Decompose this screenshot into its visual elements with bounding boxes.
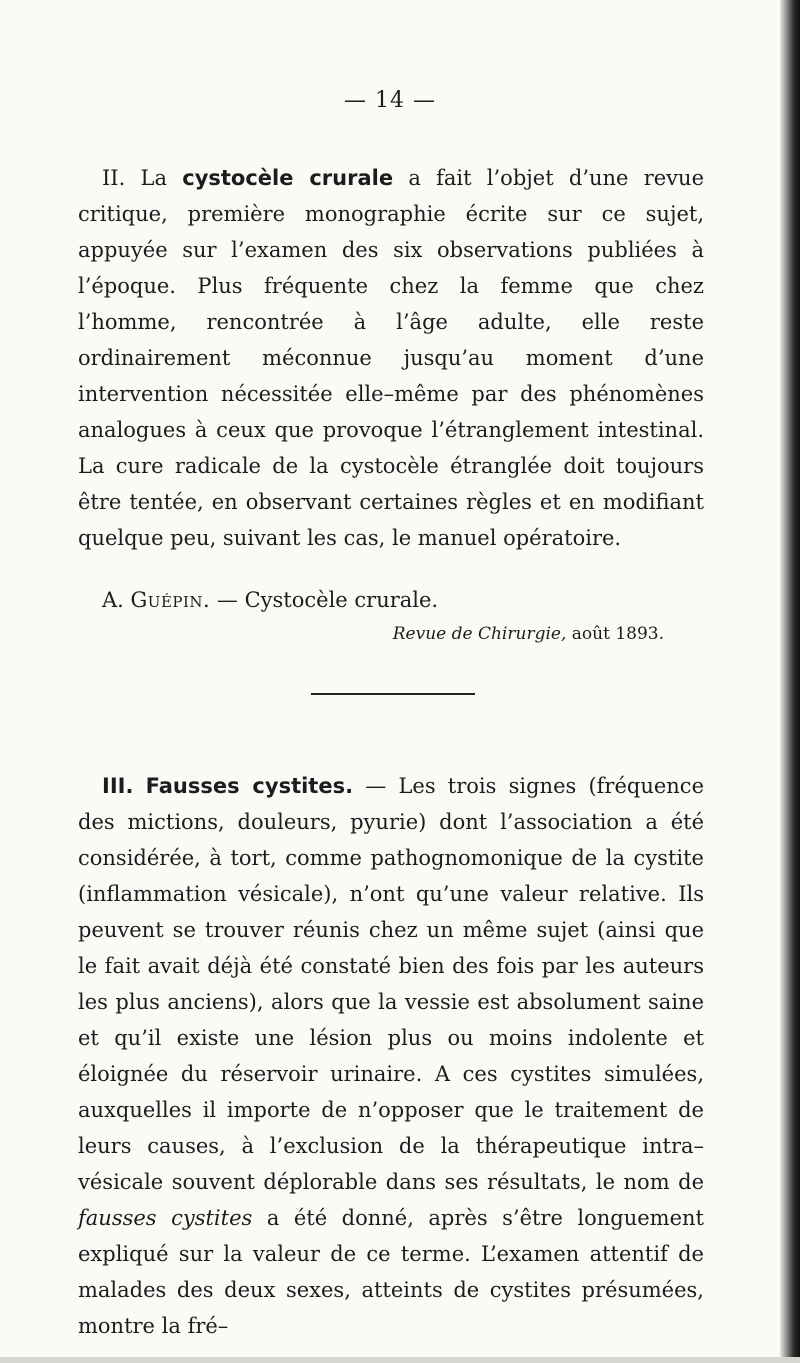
reference-initial: A. [102, 588, 124, 612]
reference-source [0, 624, 664, 644]
reference-author: Guépin. [130, 588, 211, 612]
section-ii-number: II. [102, 166, 126, 190]
section-iii-italic-term: fausses cystites [78, 1206, 253, 1230]
section-iii-body-start: — Les trois signes (fréquence des mictions, douleurs, pyurie) dont l’association a été considérée, à tort, comme pathognomonique de la cystite (inflammation vésicale), n’ont qu’une valeur relative. Ils peuvent se trouver réunis chez un même sujet (ainsi que le fait avait déjà été constaté bien des fois par les auteurs les plus anciens), alors que la vessie est absolument saine et qu’il existe une lésion plus ou moins indolente et éloignée du réservoir urinaire. A ces cystites simulées, auxquelles il importe de n’opposer que le traitement de leurs causes, à l’exclusion de la thérapeutique intra–vésicale souvent déplorable dans ses résultats, le nom de [78, 774, 704, 1194]
section-iii-number: III. [102, 774, 134, 798]
reference-date: août 1893. [571, 624, 664, 644]
page-bottom-edge [0, 1357, 800, 1363]
section-iii-paragraph [78, 768, 704, 1344]
section-ii-lead-in: La [140, 166, 167, 190]
page-number: — 14 — [344, 88, 436, 113]
section-iii-title: Fausses cystites. [145, 774, 354, 798]
section-divider [311, 693, 475, 695]
section-ii-title: cystocèle crurale [182, 166, 394, 190]
reference-dash: — [216, 588, 238, 612]
section-ii-paragraph [78, 160, 704, 556]
reference-title: Cystocèle crurale. [244, 588, 439, 612]
reference-journal: Revue de Chirurgie, [392, 624, 567, 644]
bibliographic-reference [102, 588, 438, 612]
section-ii-body: a fait l’objet d’une revue critique, première monographie écrite sur ce sujet, appuyée sur l’examen des six observations publiées à l’époque. Plus fréquente chez la femme que chez l’homme, rencontrée à l’âge adulte, elle reste ordinairement méconnue jusqu’au moment d’une intervention nécessitée elle–même par des phénomènes analogues à ceux que provoque l’étranglement intestinal. La cure radicale de la cystocèle étranglée doit toujours être tentée, en observant certaines règles et en modifiant quelque peu, suivant les cas, le manuel opératoire. [78, 166, 704, 550]
page-edge-shadow [780, 0, 800, 1363]
section-iii-body-end: a été donné, après s’être longuement expliqué sur la valeur de ce terme. L’examen attentif de malades des deux sexes, atteints de cystites présumées, montre la fré– [78, 1206, 704, 1338]
